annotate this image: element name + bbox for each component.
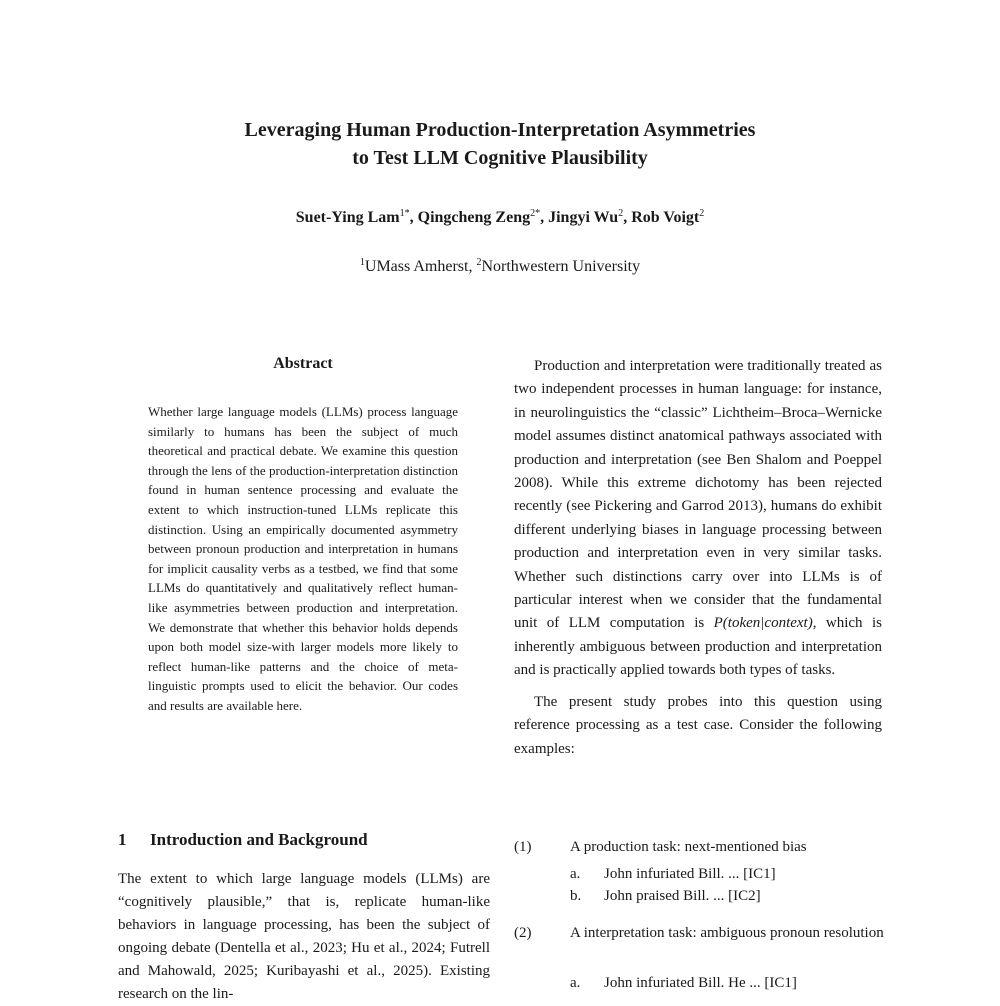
math-expression: P(token|context) [713, 615, 813, 632]
abstract-text: Whether large language models (LLMs) process language similarly to humans has been the subject of much theoretical and practical debate. We examine this question through the lens of the production-interpretation distinction found in human sentence processing and evaluate the extent to which instruction-tuned LLMs replicate this distinction. Using an empirically documented asymmetry between pronoun production and interpretation in humans for implicit causality verbs as a testbed, we find that some LLMs do quantitatively and qualitatively reflect human-like asymmetries between production and interpretation. We demonstrate that whether this behavior holds depends upon both model size-with larger models more likely to reflect human-like patterns and the choice of meta-linguistic prompts used to elicit the behavior. Our codes and results are available here. [148, 404, 458, 713]
paper-title [0, 116, 1000, 172]
paragraph: The present study probes into this question using reference processing as a test case. Consider the following examples: [514, 693, 882, 757]
author: Jingyi Wu$^2$, [548, 208, 632, 226]
example-item: b. John praised Bill. ... [IC2] [570, 888, 761, 904]
introduction-text: The extent to which large language models (LLMs) are “cognitively plausible,” that is, replicate human-like behaviors in language processing, has been the subject of ongoing debate (Dentella et al., 2023; Hu et al., 2024; Futrell and Mahowald, 2025; Kuribayashi et al., 2025). Existing research on the lin- [118, 871, 490, 1002]
affiliation: $^2$Northwestern University [476, 257, 641, 275]
example-number: (1) [514, 839, 532, 855]
section-number: 1 [118, 830, 127, 849]
affiliations [0, 257, 1000, 276]
title-line-1: Leveraging Human Production-Interpretation Asymmetries [244, 119, 756, 141]
author: Suet-Ying Lam$^{1*}$, [295, 208, 418, 226]
title-line-2: to Test LLM Cognitive Plausibility [352, 147, 648, 169]
author: Qingcheng Zeng$^{2*}$, [417, 208, 549, 226]
section-heading [118, 830, 498, 850]
paragraph: Production and interpretation were traditionally treated as two independent processes in human language: for instance, in neurolinguistics the “classic” Lichtheim–Broca–Wernicke model assumes distinct anatomical pathways associated with production and interpretation (see Ben Shalom and Poeppel 2008). While this extreme dichotomy has been rejected recently (see Pickering and Garrod 2013), humans do exhibit different underlying biases in language processing between production and interpretation even in very similar tasks. Whether such distinctions carry over into LLMs is of particular interest when we consider that the fundamental unit of LLM computation is P(token|context), which is inherently ambiguous between production and interpretation and is practically applied towards both types of tasks. [514, 358, 882, 679]
example-heading: A production task: next-mentioned bias [570, 839, 807, 855]
example-item: a. John infuriated Bill. He ... [IC1] [570, 975, 797, 991]
abstract-heading: Abstract [273, 355, 333, 372]
author: Rob Voigt$^2$ [631, 208, 705, 226]
example-number: (2) [514, 925, 532, 941]
right-column-text [514, 355, 882, 769]
author-list [0, 208, 1000, 227]
section-title: Introduction and Background [150, 830, 368, 849]
example-heading: A interpretation task: ambiguous pronoun resolution [570, 925, 884, 941]
example-item: a. John infuriated Bill. ... [IC1] [570, 866, 776, 882]
affiliation: $^1$UMass Amherst, [359, 257, 477, 275]
